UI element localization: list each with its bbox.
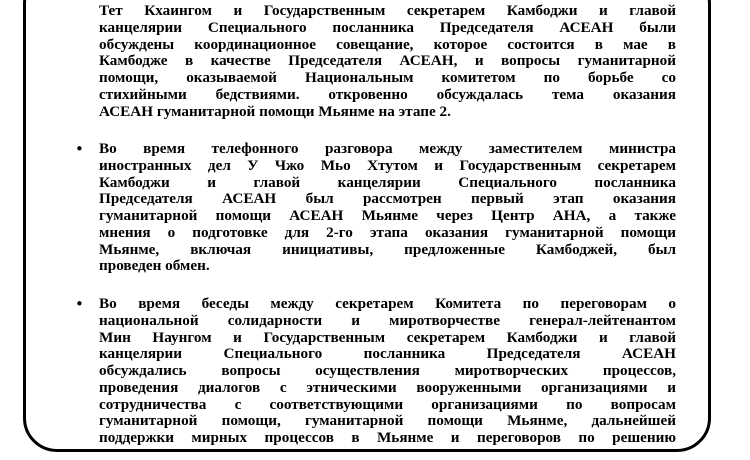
bullet-point-icon: • (75, 140, 84, 158)
text-line: канцелярии Специального посланника Председателя АСЕАН (99, 345, 676, 363)
text-line: проведен обмен. (99, 257, 210, 275)
paragraph-peace-talks-meeting (99, 296, 676, 447)
text-line: Камбоджи и главой канцелярии Специального посланника (99, 173, 676, 191)
text-line: обсуждены координационное совещание, которое состоится в мае в (99, 35, 676, 53)
text-line: Председателя АСЕАН был рассмотрен первый этап оказания (99, 190, 676, 208)
text-line: Во время беседы между секретарем Комитета по переговорам о (99, 295, 676, 312)
text-line: национальной солидарности и миротворчестве генерал-лейтенантом (99, 311, 676, 329)
text-line: проведения диалогов с этническими вооруженными организациями и (99, 378, 676, 396)
text-line: гуманитарной помощи, гуманитарной помощи Мьянме, дальнейшей (99, 412, 676, 430)
text-line: мнения о подготовке для 2-го этапа оказания гуманитарной помощи (99, 223, 676, 241)
text-line: Мьянме, включая инициативы, предложенные Камбоджей, был (99, 240, 676, 258)
text-line: поддержки мирных процессов в Мьянме и переговоров по решению (99, 429, 676, 446)
text-line: Камбодже в качестве Председателя АСЕАН, и вопросы гуманитарной (99, 52, 676, 70)
text-line: сотрудничества с соответствующими организациями по вопросам (99, 395, 676, 413)
text-line: Тет Кхаингом и Государственным секретарем Камбоджи и главой (99, 2, 676, 19)
bullet-point-icon: • (75, 295, 84, 313)
text-line: иностранных дел У Чжо Мьо Хтутом и Государственным секретарем (99, 156, 676, 174)
text-line: АСЕАН гуманитарной помощи Мьянме на этапе 2. (99, 102, 451, 120)
text-line: канцелярии Специального посланника Председателя АСЕАН были (99, 18, 676, 36)
paragraph-telephone-conversation (99, 141, 676, 275)
text-line: гуманитарной помощи АСЕАН Мьянме через Центр АНА, а также (99, 207, 676, 224)
text-line: обсуждались вопросы осуществления миротворческих процессов, (99, 362, 676, 379)
text-line: помощи, оказываемой Национальным комитетом по борьбе со (99, 69, 676, 86)
text-line: стихийными бедствиями. откровенно обсуждалась тема оказания (99, 85, 676, 103)
text-line: Мин Наунгом и Государственным секретарем Камбоджи и главой (99, 328, 676, 346)
paragraph-continuation (99, 3, 676, 120)
text-line: Во время телефонного разговора между заместителем министра (99, 140, 676, 157)
